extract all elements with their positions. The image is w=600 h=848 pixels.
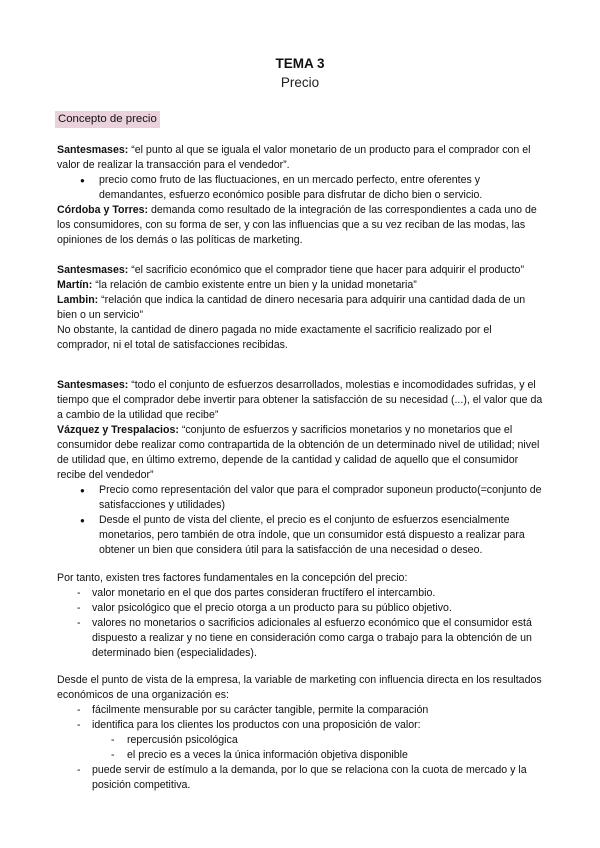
list-item: ● Precio como representación del valor que para el comprador suponeun producto(=conjunto de satisfacciones y utilidades)	[57, 483, 547, 513]
list-item: - valor psicológico que el precio otorga a un producto para su público objetivo.	[57, 601, 547, 616]
author-name: Vázquez y Trespalacios:	[57, 424, 179, 436]
dash-list	[57, 586, 547, 661]
dash-list	[57, 703, 547, 793]
paragraph	[57, 423, 547, 483]
quote: “conjunto de esfuerzos y sacrificios monetarios y no monetarios que el consumidor debe realizar como contrapartida de la obtención de un determinado nivel de utilidad; nivel de utilidad que, en último extremo, depende de la cantidad y calidad de aquello que el consumidor recibe del vendedor”	[57, 424, 540, 481]
definition-block-3	[57, 378, 547, 558]
list-item: ● precio como fruto de las fluctuaciones, en un mercado perfecto, entre oferentes y demandantes, esfuerzo económico posible para disfrutar de dicho bien o servicio.	[57, 173, 547, 203]
quote: “todo el conjunto de esfuerzos desarrollados, molestias e incomodidades sufridas, y el tiempo que el comprador debe invertir para obtener la satisfacción de su necesidad (...), el valor que da a cambio de la utilidad que recibe”	[57, 379, 543, 421]
list-item: - fácilmente mensurable por su carácter tangible, permite la comparación	[57, 703, 547, 718]
list-item: - valor monetario en el que dos partes consideran fructífero el intercambio.	[57, 586, 547, 601]
author-name: Martín:	[57, 279, 93, 291]
list-item: - valores no monetarios o sacrificios adicionales al esfuerzo económico que el consumidor está dispuesto a realizar y no tiene en consideración como carga o trabajo para la obtención de un determinado bien (especialidades).	[57, 616, 547, 661]
paragraph	[57, 278, 547, 293]
definition-block-1	[57, 143, 547, 248]
list-item: - puede servir de estímulo a la demanda, por lo que se relaciona con la cuota de mercado y la posición competitiva.	[57, 763, 547, 793]
sub-list-item: - el precio es a veces la única información objetiva disponible	[57, 748, 547, 763]
author-name: Santesmases:	[57, 144, 129, 156]
author-name: Santesmases:	[57, 379, 129, 391]
company-view-block	[57, 673, 547, 793]
quote: “el punto al que se iguala el valor monetario de un producto para el comprador con el valor de realizar la transacción para el vendedor”.	[57, 144, 531, 171]
sub-list-item: - repercusión psicológica	[57, 733, 547, 748]
author-name: Lambin:	[57, 294, 99, 306]
paragraph	[57, 203, 547, 248]
section-heading: Concepto de precio	[55, 111, 160, 128]
paragraph: Desde el punto de vista de la empresa, la variable de marketing con influencia directa en los resultados económicos de una organización es:	[57, 674, 542, 701]
factors-block	[57, 571, 547, 661]
paragraph: No obstante, la cantidad de dinero pagada no mide exactamente el sacrificio realizado por el comprador, ni el total de satisfacciones recibidas.	[57, 324, 492, 351]
author-name: Santesmases:	[57, 264, 129, 276]
page-subtitle: Precio	[280, 75, 320, 90]
bullet-list	[57, 173, 547, 203]
page-title: TEMA 3	[275, 56, 325, 71]
paragraph	[57, 293, 547, 323]
paragraph	[57, 143, 547, 173]
quote: “el sacrificio económico que el comprador tiene que hacer para adquirir el producto”	[128, 264, 524, 276]
paragraph	[57, 378, 547, 423]
quote: demanda como resultado de la integración de las correspondientes a cada uno de los consumidores, con su forma de ser, y con las influencias que a su vez reciban de las modas, las opiniones de los demás o las políticas de marketing.	[57, 204, 537, 246]
quote: “relación que indica la cantidad de dinero necesaria para adquirir una cantidad dada de un bien o un servicio”	[57, 294, 526, 321]
quote: “la relación de cambio existente entre un bien y la unidad monetaria”	[92, 279, 417, 291]
bullet-list	[57, 483, 547, 558]
list-item: ● Desde el punto de vista del cliente, el precio es el conjunto de esfuerzos esencialmente monetarios, pero también de otra índole, que un consumidor está dispuesto a realizar para obtener un bien que considera útil para la satisfacción de una necesidad o deseo.	[57, 513, 547, 558]
definition-block-2	[57, 263, 547, 353]
author-name: Córdoba y Torres:	[57, 204, 149, 216]
paragraph: Por tanto, existen tres factores fundamentales en la concepción del precio:	[57, 572, 408, 584]
list-item: - identifica para los clientes los productos con una proposición de valor:	[57, 718, 547, 733]
paragraph	[57, 263, 547, 278]
